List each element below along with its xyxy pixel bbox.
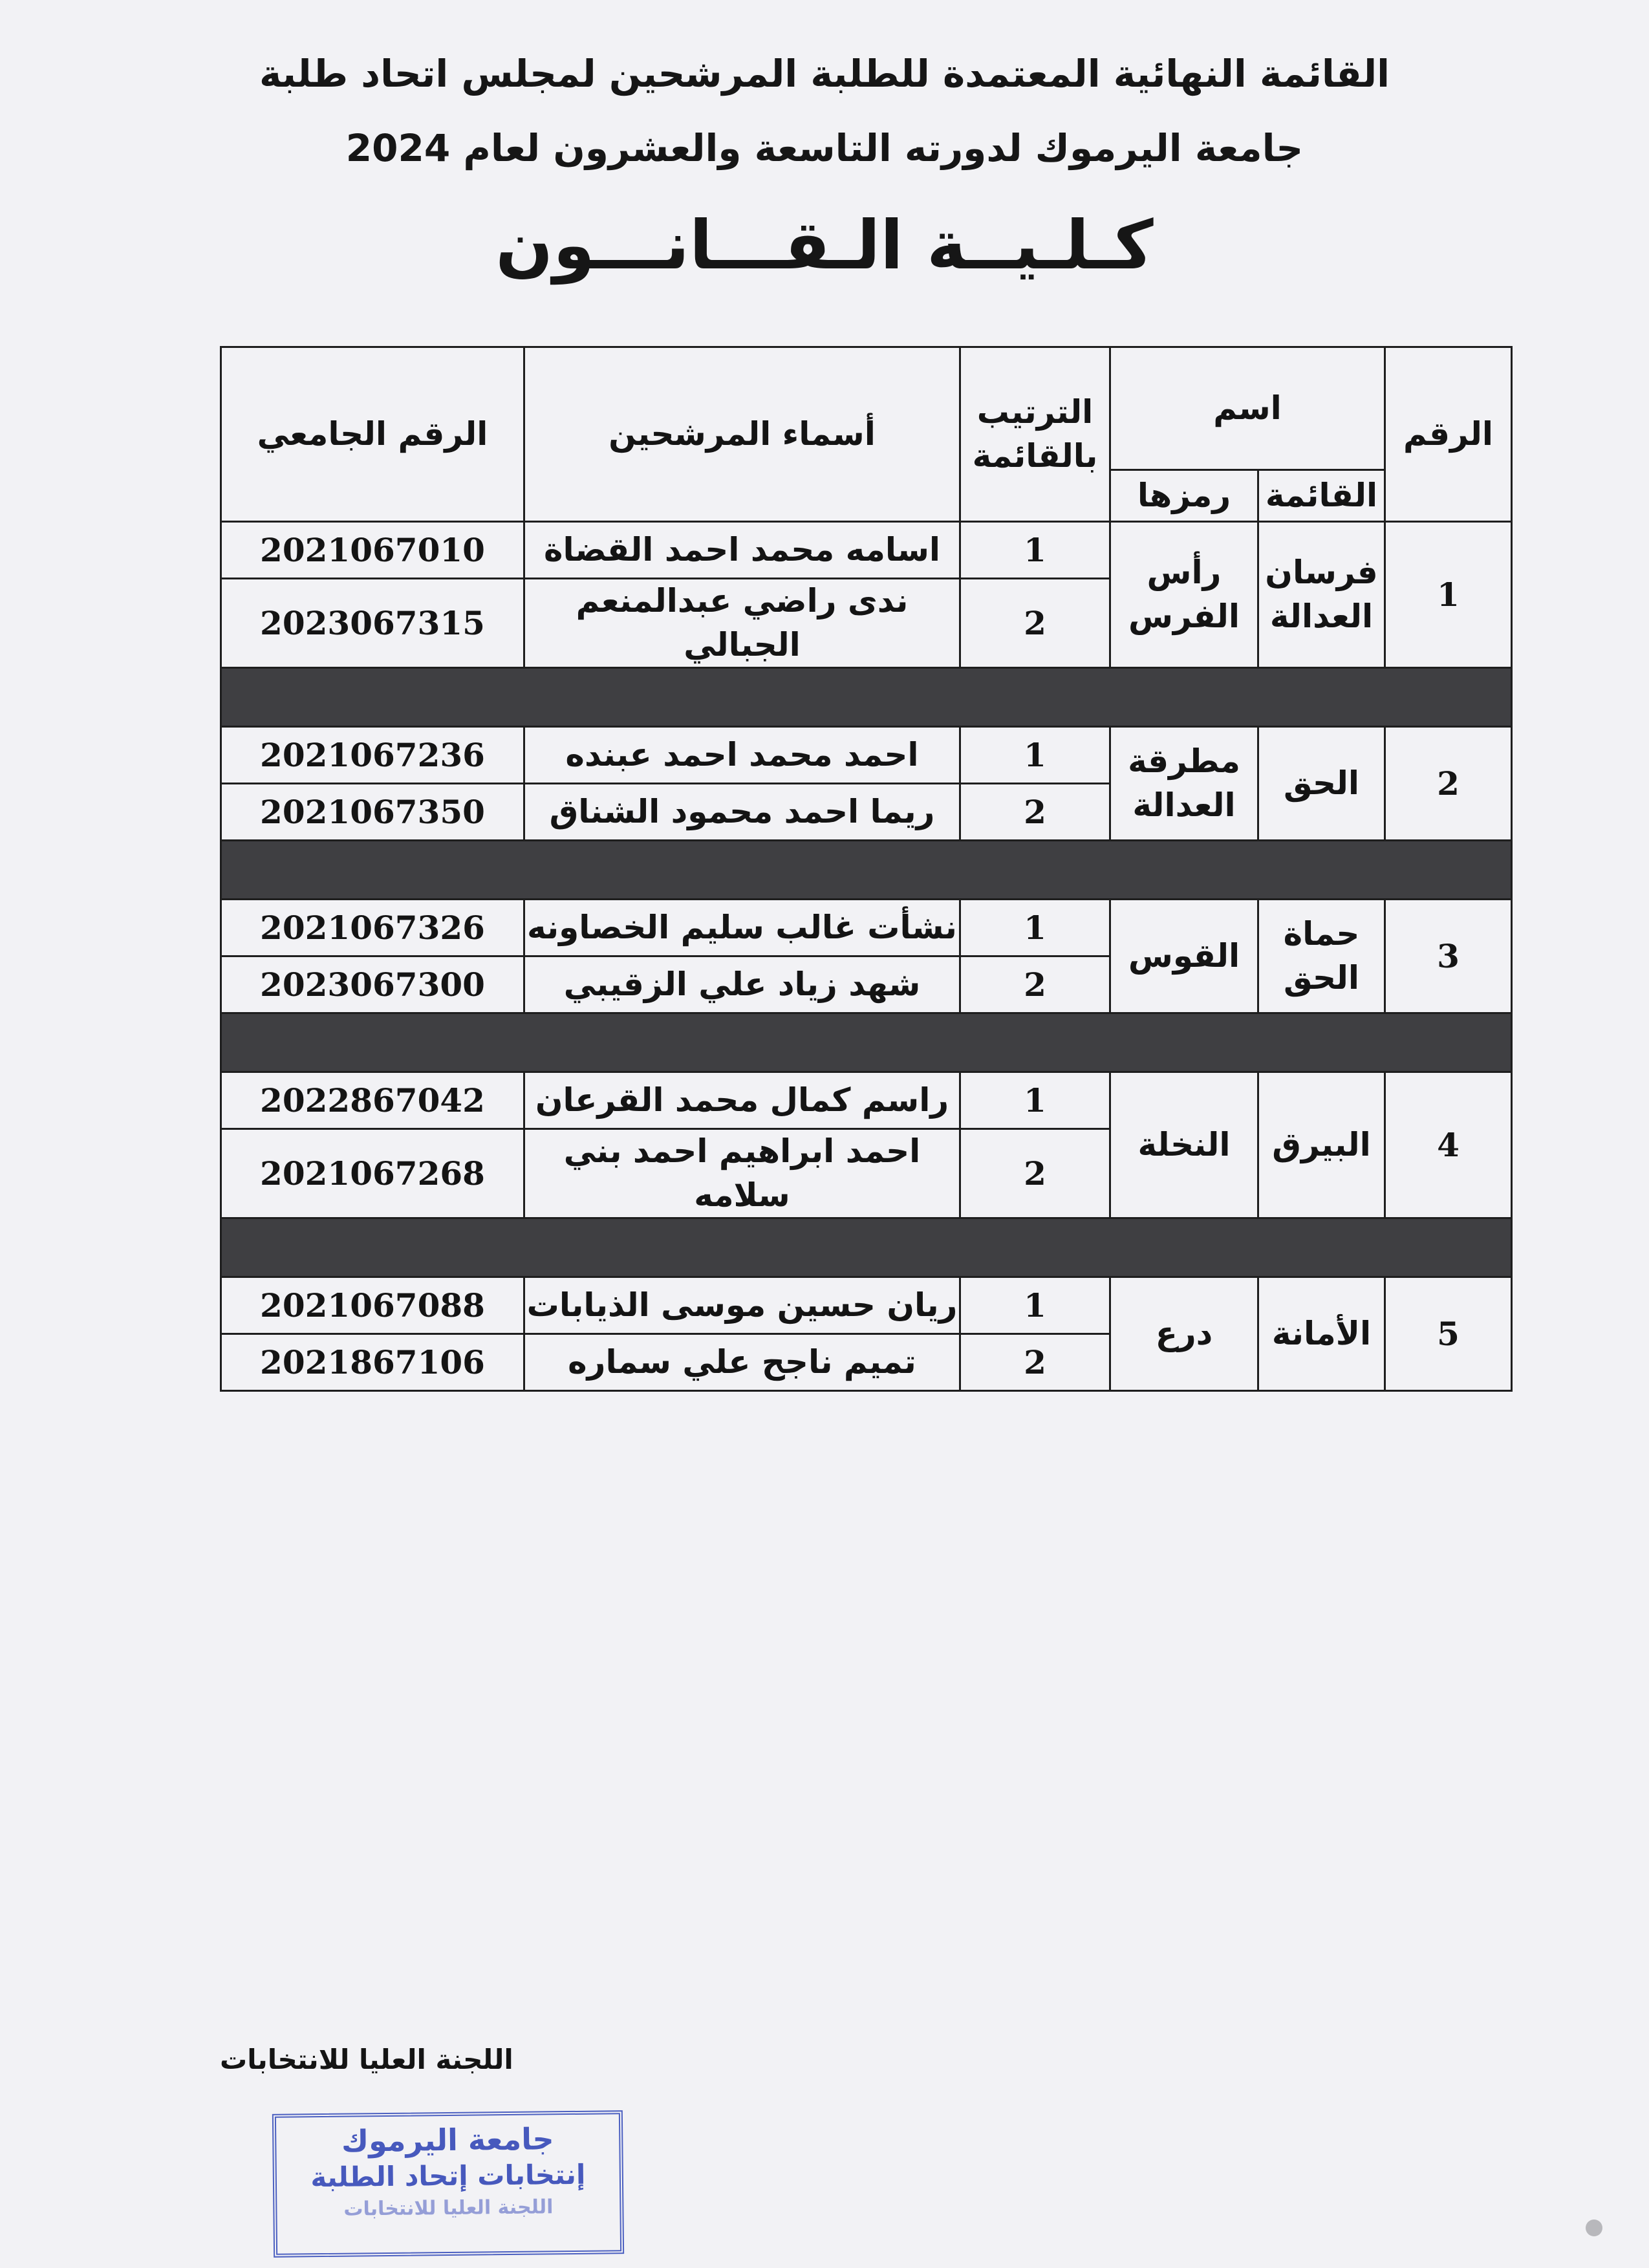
candidate-name: شهد زياد علي الزقيبي xyxy=(524,956,960,1013)
candidate-university-id: 2022867042 xyxy=(221,1072,524,1129)
faculty-title: كـلـيــة الـقـــانـــون xyxy=(495,206,1154,285)
list-symbol: القوس xyxy=(1110,900,1258,1013)
separator-row xyxy=(221,841,1512,900)
candidate-university-id: 2021067326 xyxy=(221,900,524,956)
stamp-committee: اللجنة العليا للانتخابات xyxy=(343,2196,554,2221)
separator-row xyxy=(221,668,1512,727)
separator-row xyxy=(221,1013,1512,1072)
candidate-name: راسم كمال محمد القرعان xyxy=(524,1072,960,1129)
candidate-name: تميم ناجح علي سماره xyxy=(524,1334,960,1391)
title-line-1: القائمة النهائية المعتمدة للطلبة المرشحين لمجلس اتحاد طلبة xyxy=(259,52,1390,96)
candidate-name: ريان حسين موسى الذيابات xyxy=(524,1277,960,1334)
candidate-name: نشأت غالب سليم الخصاونه xyxy=(524,900,960,956)
header-order: الترتيب بالقائمة xyxy=(960,347,1110,522)
header-number: الرقم xyxy=(1385,347,1512,522)
header-list: القائمة xyxy=(1258,470,1385,522)
list-name: الحق xyxy=(1258,727,1385,841)
candidate-order: 2 xyxy=(960,579,1110,668)
candidate-name: اسامه محمد احمد القضاة xyxy=(524,522,960,579)
header-university-id: الرقم الجامعي xyxy=(221,347,524,522)
candidate-order: 1 xyxy=(960,1072,1110,1129)
official-stamp xyxy=(272,2110,624,2258)
scan-mark xyxy=(1586,2219,1602,2236)
committee-label: اللجنة العليا للانتخابات xyxy=(220,2044,513,2075)
candidate-order: 2 xyxy=(960,956,1110,1013)
header-name-group: اسم xyxy=(1110,347,1385,470)
candidate-name: ندى راضي عبدالمنعم الجبالي xyxy=(524,579,960,668)
list-symbol: النخلة xyxy=(1110,1072,1258,1218)
header-row xyxy=(221,347,1512,470)
list-name: الأمانة xyxy=(1258,1277,1385,1391)
list-number: 4 xyxy=(1385,1072,1512,1218)
list-symbol: درع xyxy=(1110,1277,1258,1391)
candidate-order: 2 xyxy=(960,1129,1110,1218)
stamp-elections: إنتخابات إتحاد الطلبة xyxy=(310,2158,586,2194)
candidate-name: ريما احمد محمود الشناق xyxy=(524,784,960,841)
separator-bar xyxy=(221,668,1512,727)
candidate-university-id: 2023067315 xyxy=(221,579,524,668)
title-line-2: جامعة اليرموك لدورته التاسعة والعشرون لعام 2024 xyxy=(345,126,1304,170)
separator-bar xyxy=(221,1218,1512,1277)
stamp-university: جامعة اليرموك xyxy=(341,2121,554,2159)
candidate-name: احمد محمد احمد عبنده xyxy=(524,727,960,784)
list-number: 3 xyxy=(1385,900,1512,1013)
candidate-university-id: 2023067300 xyxy=(221,956,524,1013)
candidate-order: 1 xyxy=(960,522,1110,579)
header-candidates: أسماء المرشحين xyxy=(524,347,960,522)
list-symbol: رأس الفرس xyxy=(1110,522,1258,668)
candidate-university-id: 2021867106 xyxy=(221,1334,524,1391)
candidate-university-id: 2021067268 xyxy=(221,1129,524,1218)
table-row xyxy=(221,727,1512,784)
list-number: 5 xyxy=(1385,1277,1512,1391)
candidate-university-id: 2021067350 xyxy=(221,784,524,841)
candidate-university-id: 2021067010 xyxy=(221,522,524,579)
list-number: 2 xyxy=(1385,727,1512,841)
list-name: فرسان العدالة xyxy=(1258,522,1385,668)
candidate-university-id: 2021067088 xyxy=(221,1277,524,1334)
candidate-name: احمد ابراهيم احمد بني سلامه xyxy=(524,1129,960,1218)
candidate-order: 2 xyxy=(960,784,1110,841)
list-symbol: مطرقة العدالة xyxy=(1110,727,1258,841)
separator-row xyxy=(221,1218,1512,1277)
candidate-order: 1 xyxy=(960,1277,1110,1334)
separator-bar xyxy=(221,1013,1512,1072)
candidate-order: 1 xyxy=(960,727,1110,784)
table-row xyxy=(221,1072,1512,1129)
separator-bar xyxy=(221,841,1512,900)
list-name: البيرق xyxy=(1258,1072,1385,1218)
candidate-university-id: 2021067236 xyxy=(221,727,524,784)
candidate-order: 2 xyxy=(960,1334,1110,1391)
table-row xyxy=(221,522,1512,579)
candidate-order: 1 xyxy=(960,900,1110,956)
table-row xyxy=(221,1277,1512,1334)
header-symbol: رمزها xyxy=(1110,470,1258,522)
list-number: 1 xyxy=(1385,522,1512,668)
table-row xyxy=(221,900,1512,956)
table-body xyxy=(221,522,1512,1391)
candidates-table xyxy=(220,346,1513,1392)
list-name: حماة الحق xyxy=(1258,900,1385,1013)
